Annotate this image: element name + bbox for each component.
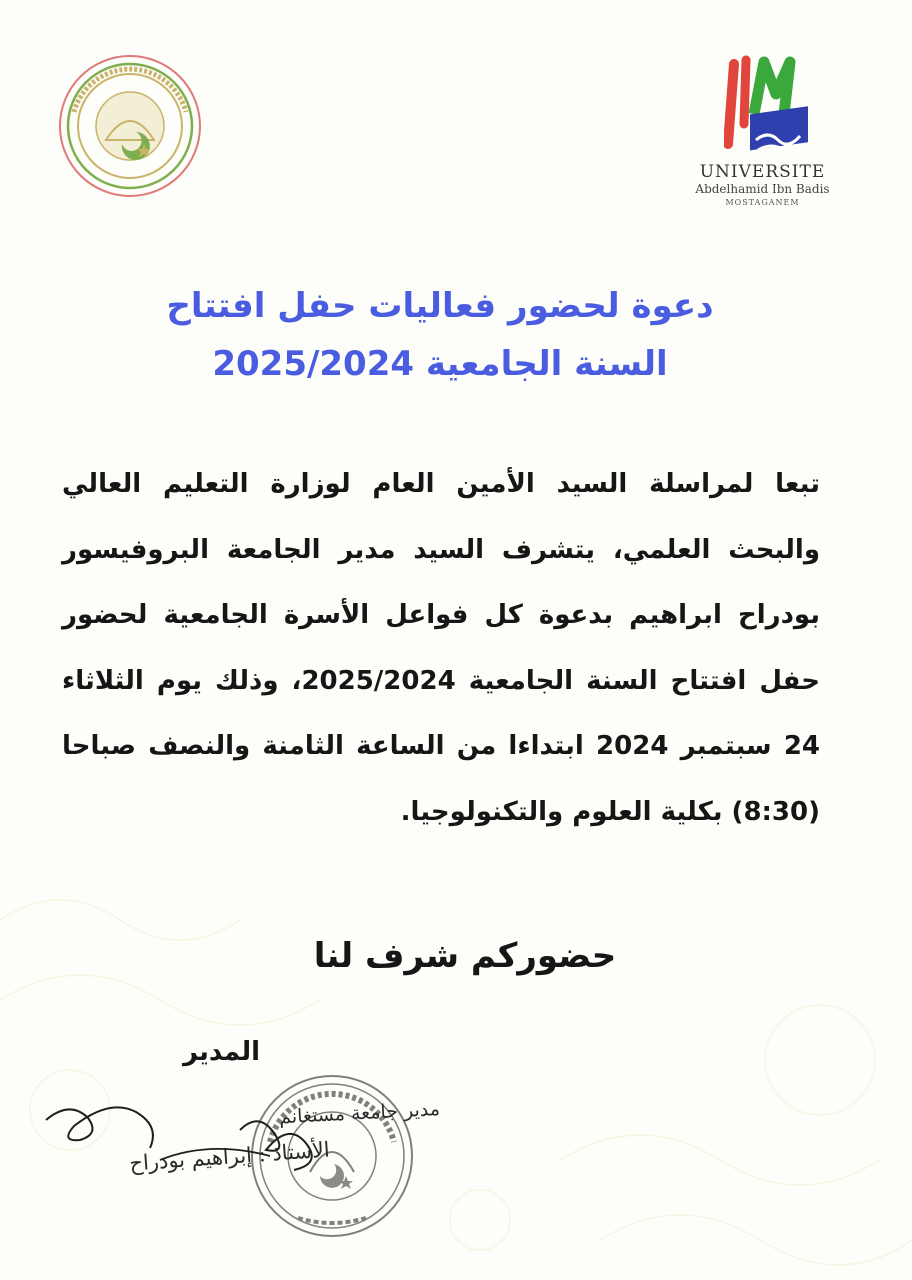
ministry-seal-logo <box>56 52 204 200</box>
university-logo <box>680 48 845 218</box>
invitation-body: تبعا لمراسلة السيد الأمين العام لوزارة التعليم العالي والبحث العلمي، يتشرف السيد مدير الجامعة البروفيسور بودراح ابراهيم بدعوة كل فواعل الأسرة الجامعية لحضور حفل افتتاح السنة الجامعية 2025/2024، وذلك يوم الثلاثاء 24 سبتمبر 2024 ابتداءا من الساعة الثامنة والنصف صباحا (8:30) بكلية العلوم والتكنولوجيا. <box>62 469 820 827</box>
director-label: المدير <box>182 1037 260 1067</box>
background-pattern <box>0 860 912 1280</box>
signature-title: مدير جامعة مستغانم <box>278 1097 441 1129</box>
signature-name: الأستاذ : إبراهيم بودراح <box>128 1137 331 1176</box>
university-city: MOSTAGANEM <box>725 198 800 207</box>
university-mark-icon <box>724 54 814 164</box>
closing-phrase: حضوركم شرف لنا <box>313 936 617 976</box>
handwritten-signature <box>40 1090 340 1190</box>
invitation-title-line2: السنة الجامعية 2025/2024 <box>212 344 668 384</box>
invitation-title-line1: دعوة لحضور فعاليات حفل افتتاح <box>166 286 714 326</box>
university-name: Abdelhamid Ibn Badis <box>695 182 830 196</box>
university-word: UNIVERSITE <box>699 162 826 182</box>
